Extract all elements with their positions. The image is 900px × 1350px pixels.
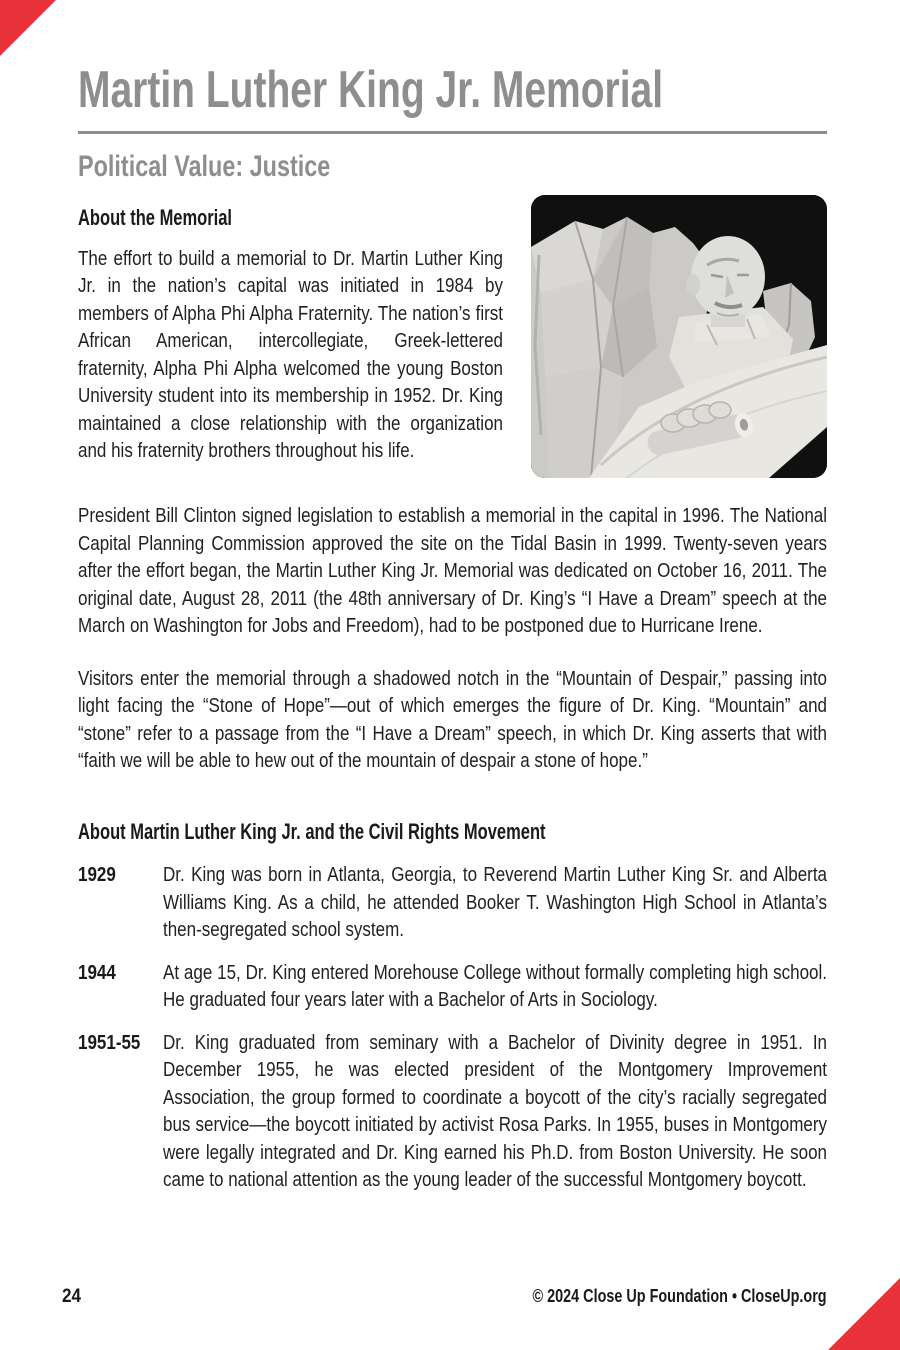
timeline-entry-text: At age 15, Dr. King entered Morehouse College without formally completing high school. He graduated four years later with a Bachelor of Arts in Sociology. — [163, 961, 828, 1012]
timeline-year: 1944 — [78, 961, 116, 984]
timeline-heading: About Martin Luther King Jr. and the Civil Rights Movement — [78, 818, 546, 844]
page-content — [78, 0, 827, 1195]
red-corner-accent-top-left — [0, 0, 56, 56]
about-memorial-paragraph-2: President Bill Clinton signed legislation to establish a memorial in the capital in 1996. The National Capital Planning Commission approved the site on the Tidal Basin in 1999. Twenty-seven years after the effort began, the Martin Luther King Jr. Memorial was dedicated on October 16, 2011. The original date, August 28, 2011 (the 48th anniversary of Dr. King’s “I Have a Dream” speech at the March on Washington for Jobs and Freedom), had to be postponed due to Hurricane Irene. — [78, 505, 828, 638]
copyright-text: © 2024 Close Up Foundation • CloseUp.org — [532, 1286, 827, 1306]
timeline-entry-text: Dr. King was born in Atlanta, Georgia, to Reverend Martin Luther King Sr. and Alberta Williams King. As a child, he attended Booker T. Washington High School in Atlanta’s then-segregated school system. — [163, 864, 828, 942]
timeline-year: 1929 — [78, 864, 116, 887]
about-memorial-heading: About the Memorial — [78, 205, 233, 231]
timeline-row-1929 — [78, 862, 827, 945]
mlk-statue-illustration — [531, 195, 827, 478]
page-number: 24 — [62, 1286, 82, 1307]
page-footer — [62, 1286, 827, 1308]
timeline-year: 1951-55 — [78, 1031, 141, 1054]
timeline-entry-text: Dr. King graduated from seminary with a Bachelor of Divinity degree in 1951. In December 1955, he was elected president of the Montgomery Improvement Association, the group formed to coordinate a boycott of the city’s racially segregated bus service—the boycott initiated by activist Rosa Parks. In 1955, buses in Montgomery were legally integrated and Dr. King earned his Ph.D. from Boston University. He soon came to national attention as the young leader of the successful Montgomery boycott. — [163, 1031, 828, 1192]
about-memorial-text-column — [78, 195, 503, 478]
political-value-subtitle: Political Value: Justice — [78, 150, 331, 184]
timeline-row-1944 — [78, 960, 827, 1015]
title-divider-rule — [78, 131, 827, 134]
mlk-statue-photo — [531, 195, 827, 478]
about-memorial-paragraph-1: The effort to build a memorial to Dr. Martin Luther King Jr. in the nation’s capital was initiated in 1984 by members of Alpha Phi Alpha Fraternity. The nation’s first African American, intercollegiate, Greek-lettered fraternity, Alpha Phi Alpha welcomed the young Boston University student into its membership in 1952. Dr. King maintained a close relationship with the organization and his fraternity brothers throughout his life. — [78, 247, 503, 463]
red-corner-accent-bottom-right — [828, 1278, 900, 1350]
page-title: Martin Luther King Jr. Memorial — [78, 61, 664, 119]
about-memorial-section — [78, 195, 827, 478]
timeline-row-1951-55 — [78, 1030, 827, 1195]
about-memorial-paragraph-3: Visitors enter the memorial through a shadowed notch in the “Mountain of Despair,” passing into light facing the “Stone of Hope”—out of which emerges the figure of Dr. King. “Mountain” and “stone” refer to a passage from the “I Have a Dream” speech, in which Dr. King asserts that with “faith we will be able to hew out of the mountain of despair a stone of hope.” — [78, 667, 828, 773]
